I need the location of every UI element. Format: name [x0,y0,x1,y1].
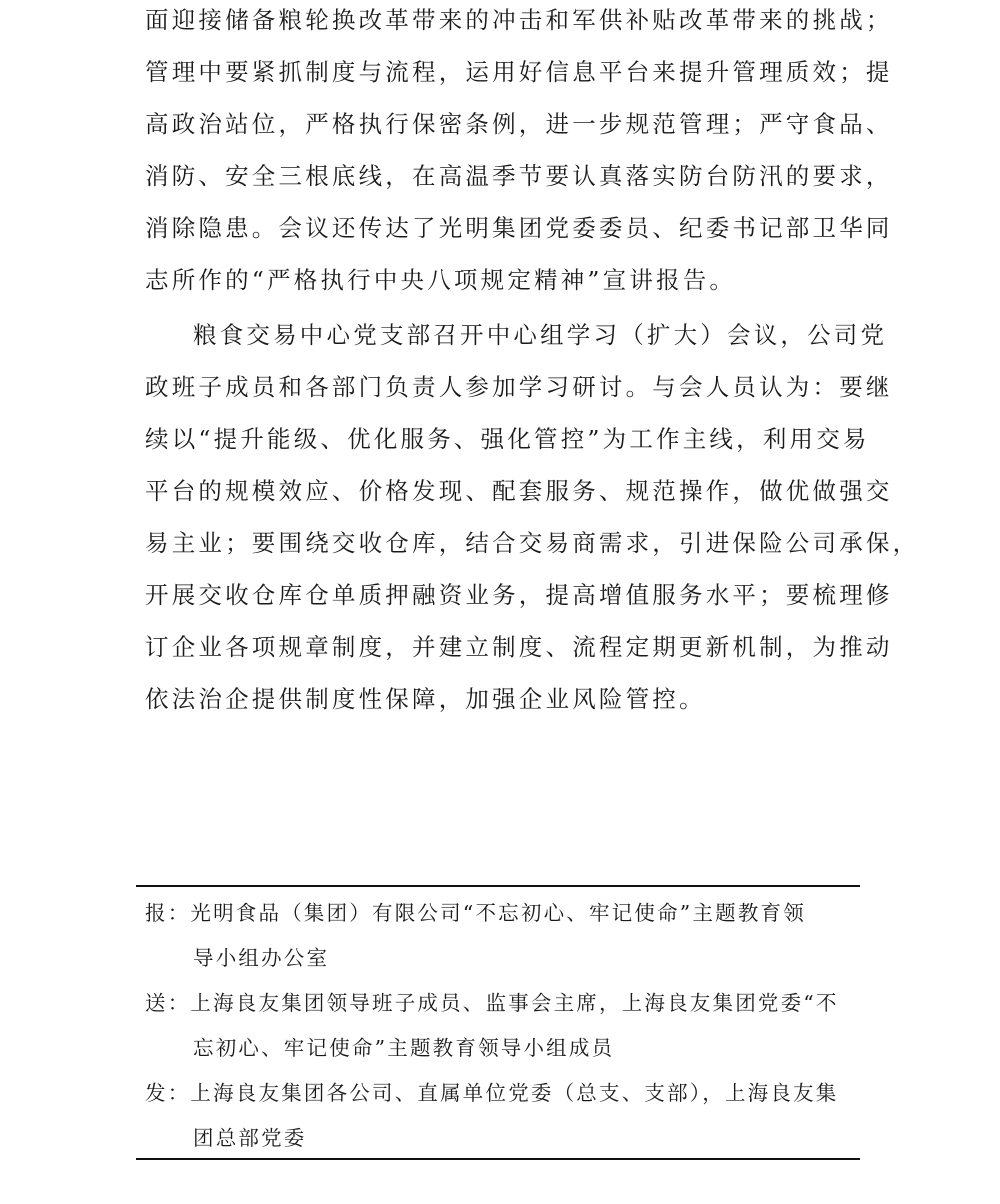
paragraph1-line: 面迎接储备粮轮换改革带来的冲击和军供补贴改革带来的挑战； [145,6,893,34]
paragraph2-line: 续以“提升能级、优化服务、强化管控”为工作主线，利用交易 [145,425,870,453]
distribution-bottom-rule [136,1158,860,1160]
send-to-continuation: 忘初心、牢记使命”主题教育领导小组成员 [193,1036,615,1060]
paragraph2-line: 粮食交易中心党支部召开中心组学习（扩大）会议，公司党 [193,321,888,349]
paragraph2-line: 政班子成员和各部门负责人参加学习研讨。与会人员认为：要继 [145,373,893,401]
paragraph1-line: 消防、安全三根底线，在高温季节要认真落实防台防汛的要求， [145,162,893,190]
send-to-line: 送：上海良友集团领导班子成员、监事会主席，上海良友集团党委“不 [145,991,839,1015]
paragraph1-line: 高政治站位，严格执行保密条例，进一步规范管理；严守食品、 [145,110,893,138]
paragraph2-line: 开展交收仓库仓单质押融资业务，提高增值服务水平；要梳理修 [145,581,893,609]
distribution-top-rule [136,885,860,887]
paragraph2-line: 平台的规模效应、价格发现、配套服务、规范操作，做优做强交 [145,477,893,505]
report-to-line: 报：光明食品（集团）有限公司“不忘初心、牢记使命”主题教育领 [145,901,806,925]
issue-to-line: 发：上海良友集团各公司、直属单位党委（总支、支部），上海良友集 [145,1081,839,1105]
paragraph2-line: 依法治企提供制度性保障，加强企业风险管控。 [145,685,706,713]
distribution-block [145,893,865,1163]
body-text [145,0,920,731]
report-to-continuation: 导小组办公室 [193,946,330,970]
paragraph2-line: 订企业各项规章制度，并建立制度、流程定期更新机制，为推动 [145,633,893,661]
paragraph1-line: 志所作的“严格执行中央八项规定精神”宣讲报告。 [145,266,737,294]
paragraph1-line: 管理中要紧抓制度与流程，运用好信息平台来提升管理质效；提 [145,58,893,86]
issue-to-continuation: 团总部党委 [193,1126,307,1150]
paragraph1-line: 消除隐患。会议还传达了光明集团党委委员、纪委书记部卫华同 [145,214,893,242]
paragraph2-line: 易主业；要围绕交收仓库，结合交易商需求，引进保险公司承保， [145,529,920,557]
